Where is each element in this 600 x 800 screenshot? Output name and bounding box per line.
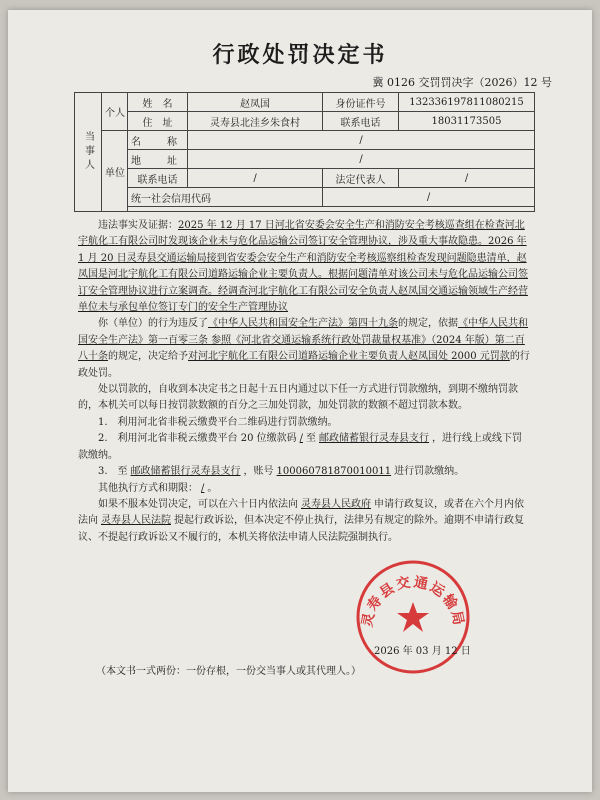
svg-text:灵寿县交通运输局: 灵寿县交通运输局 — [359, 574, 467, 629]
unit-addr: / — [188, 150, 535, 169]
unit-credit: / — [323, 188, 535, 207]
payment-method-1: 1. 利用河北省非税云缴费平台二维码进行罚款缴纳。 — [98, 416, 338, 428]
issue-date: 2026 年 03 月 12 日 — [374, 646, 471, 657]
individual-addr: 灵寿县北洼乡朱食村 — [188, 112, 323, 131]
unit-phone: / — [188, 169, 323, 188]
id-label: 身份证件号 — [323, 93, 399, 112]
unit-credit-label: 统一社会信用代码 — [128, 188, 323, 207]
unit-name: / — [188, 131, 535, 150]
legal-basis: 你（单位）的行为违反了《中华人民共和国安全生产法》第四十九条的规定，依据《中华人民共和国安全生产法》第一百零三条 参照《河北省交通运输系统行政处罚裁量权基准》（2024 年版）第二百八十条的规定，决定给予对河北宇航化工有限公司道路运输企业主要负责人赵凤国处 2000 元罚款的行政处罚。 — [78, 318, 530, 379]
unit-addr-label: 地 址 — [128, 150, 188, 169]
document-title: 行政处罚决定书 — [212, 42, 388, 68]
violation-facts: 违法事实及证据：2025 年 12 月 17 日河北省安委会安全生产和消防安全考核巡查组在检查河北宇航化工有限公司时发现该企业未与危化品运输公司签订安全管理协议，涉及重大事故隐患。2026 年 1 月 20 日灵寿县交通运输局接到省安委会安全生产和消防安全考核巡察组检查发现问题隐患清单，赵凤国是河北宇航化工有限公司道路运输企业主要负责人。根据问题清单对该公司未与危化品运输公司签订安全管理协议进行立案调查。经调查河北宇航化工有限公司安全负责人赵凤国交通运输领域生产经营单位未与承包单位签订专门的安全生产管理协议 — [78, 220, 528, 314]
payment-instruction: 处以罚款的，自收到本决定书之日起十五日内通过以下任一方式进行罚款缴纳，到期不缴纳罚款的，本机关可以每日按罚款数额的百分之三加处罚款，加处罚款的数额不超过罚款本数。 — [78, 384, 518, 412]
individual-name: 赵凤国 — [188, 93, 323, 112]
document-page — [8, 10, 592, 792]
document-number: 冀 0126 交罚罚决字（2026）12 号 — [372, 76, 552, 89]
individual-phone: 18031173505 — [399, 112, 535, 131]
unit-name-label: 名 称 — [128, 131, 188, 150]
individual-label: 个人 — [102, 93, 128, 131]
unit-rep: / — [399, 169, 535, 188]
party-label: 当事人 — [75, 93, 102, 212]
violation-facts-text: 2025 年 12 月 17 日河北省安委会安全生产和消防安全考核巡查组在检查河北宇航化工有限公司时发现该企业未与危化品运输公司签订安全管理协议，涉及重大事故隐患。2026 年 1 月 20 日灵寿县交通运输局接到省安委会安全生产和消防安全考核巡察组检查发现问题隐患清单，赵凤国是河北宇航化工有限公司道路运输企业主要负责人。根据问题清单对该公司未与危化品运输公司签订安全管理协议进行立案调查。经调查河北宇航化工有限公司安全负责人赵凤国交通运输领域生产经营单位未与承包单位签订专门的安全生产管理协议 — [78, 220, 528, 314]
footer-note: （本文书一式两份：一份存根，一份交当事人或其代理人。） — [96, 666, 361, 677]
party-info-table — [74, 92, 535, 212]
appeal-rights: 如果不服本处罚决定，可以在六十日内依法向 灵寿县人民政府 申请行政复议，或者在六个月内依法向 灵寿县人民法院 提起行政诉讼，但本决定不停止执行，法律另有规定的除外。逾期不申请行政复议、不提起行政诉讼又不履行的，本机关将依法申请人民法院强制执行。 — [78, 498, 524, 543]
payment-method-3: 3. 至 邮政储蓄银行灵寿县支行 ，账号 100060781870010011 进行罚款缴纳。 — [98, 466, 465, 478]
individual-phone-label: 联系电话 — [323, 112, 399, 131]
penalty-text: 对河北宇航化工有限公司道路运输企业主要负责人赵凤国处 2000 元罚款 — [188, 351, 510, 363]
id-number: 132336197811080215 — [399, 93, 535, 112]
individual-name-label: 姓 名 — [128, 93, 188, 112]
other-methods: 其他执行方式和期限： / 。 — [98, 482, 218, 494]
unit-rep-label: 法定代表人 — [323, 169, 399, 188]
account-number: 100060781870010011 — [276, 466, 392, 478]
unit-label: 单位 — [102, 131, 128, 212]
unit-phone-label: 联系电话 — [128, 169, 188, 188]
individual-addr-label: 住 址 — [128, 112, 188, 131]
decision-body — [78, 218, 530, 546]
payment-method-2: 2. 利用河北省非税云缴费平台 20 位缴款码 / 至 邮政储蓄银行灵寿县支行 ，进行线上或线下罚款缴纳。 — [78, 433, 522, 461]
official-seal — [354, 558, 472, 676]
